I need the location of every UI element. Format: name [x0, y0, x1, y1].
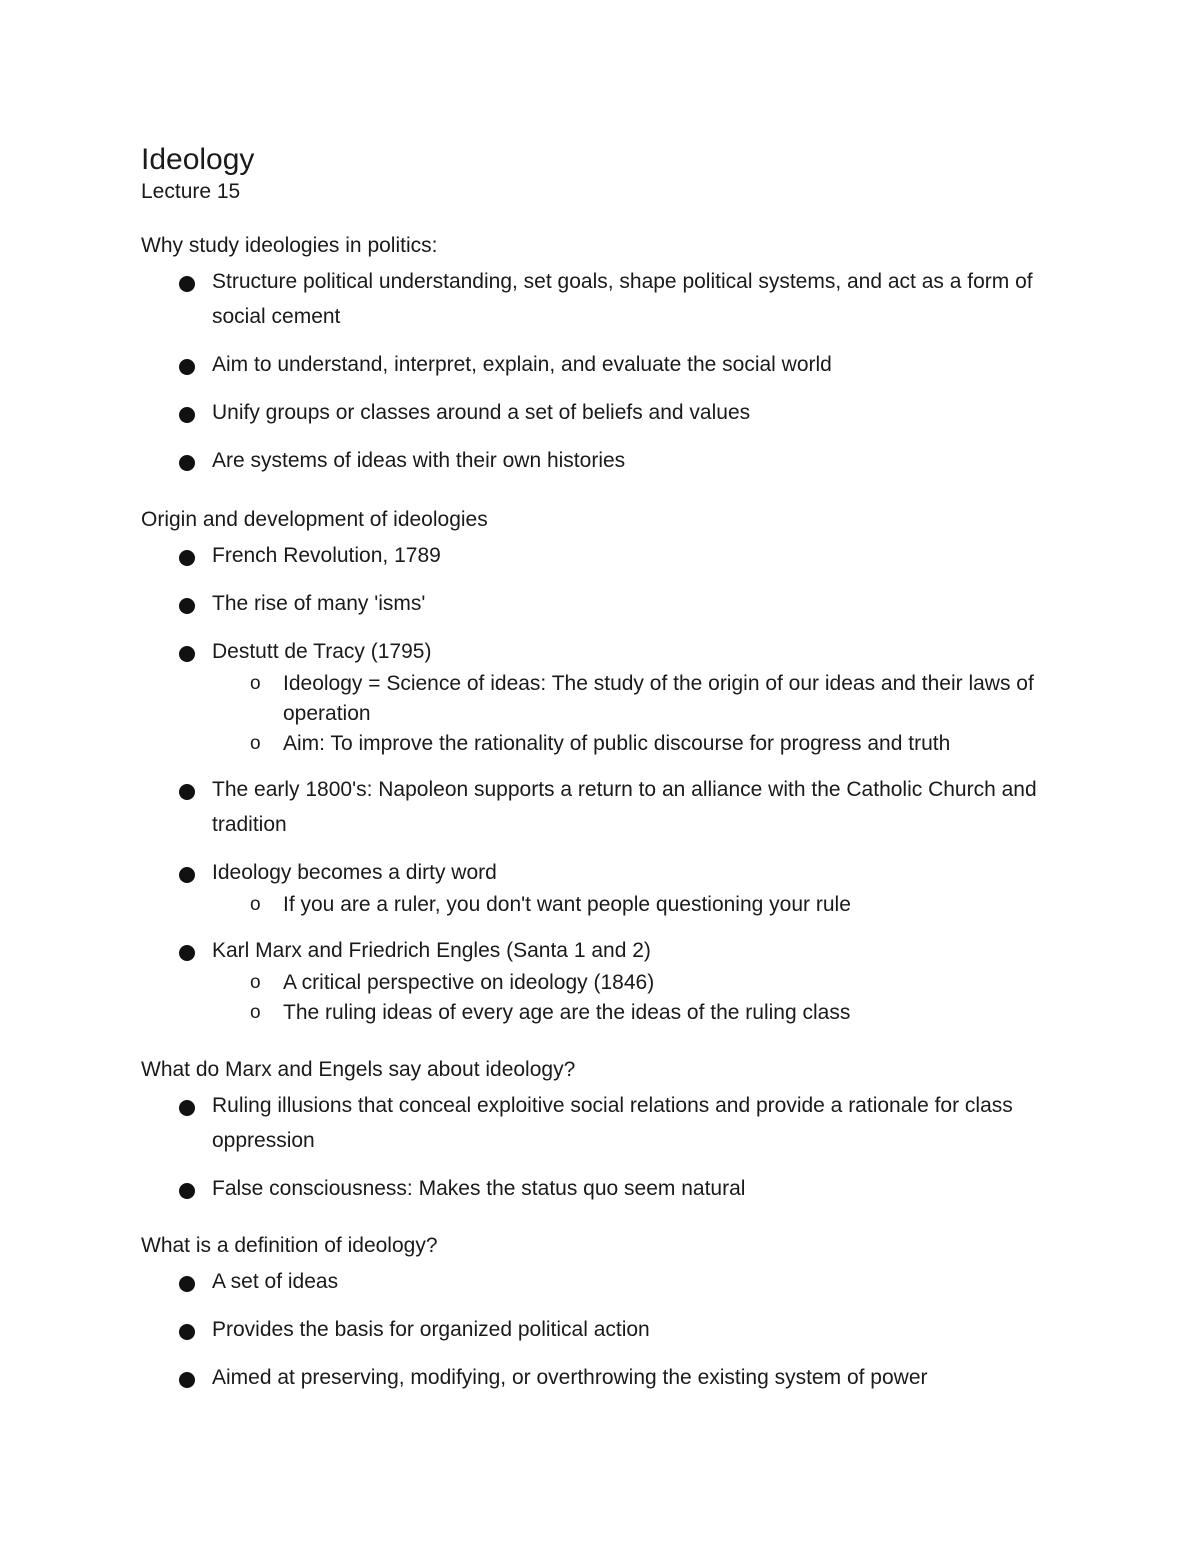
sub-bullet-icon: o — [250, 894, 261, 915]
sub-bullet-icon: o — [250, 733, 261, 754]
list-item — [141, 1360, 1071, 1395]
bullet-list — [141, 264, 1071, 478]
sub-list-item — [141, 669, 1071, 729]
bullet-list — [141, 538, 1071, 1028]
section — [141, 1056, 1071, 1206]
list-item — [141, 772, 1071, 842]
section — [141, 232, 1071, 478]
list-item-text: The early 1800's: Napoleon supports a return to an alliance with the Catholic Church and tradition — [212, 778, 1037, 836]
sub-list — [212, 968, 1071, 1028]
bullet-icon — [179, 1183, 195, 1199]
section — [141, 506, 1071, 1028]
bullet-icon — [179, 276, 195, 292]
list-item-text: Are systems of ideas with their own histories — [212, 449, 626, 472]
sub-list-item — [141, 890, 1071, 920]
list-item-text: Aimed at preserving, modifying, or overthrowing the existing system of power — [212, 1366, 928, 1389]
sub-list — [212, 669, 1071, 759]
bullet-icon — [179, 359, 195, 375]
bullet-list — [141, 1088, 1071, 1206]
list-item-text: Provides the basis for organized political action — [212, 1318, 650, 1341]
list-item-text: Aim to understand, interpret, explain, and evaluate the social world — [212, 353, 832, 376]
bullet-icon — [179, 455, 195, 471]
bullet-icon — [179, 1372, 195, 1388]
sub-list — [212, 890, 1071, 920]
list-item — [141, 538, 1071, 573]
bullet-icon — [179, 945, 195, 961]
sub-list-item-text: The ruling ideas of every age are the ideas of the ruling class — [283, 1001, 851, 1024]
list-item — [141, 347, 1071, 382]
list-item-text: Karl Marx and Friedrich Engles (Santa 1 and 2) — [212, 939, 651, 962]
bullet-icon — [179, 1324, 195, 1340]
document-body — [141, 232, 1071, 1395]
list-item-text: Ruling illusions that conceal exploitive social relations and provide a rationale for class oppression — [212, 1094, 1013, 1152]
bullet-icon — [179, 1276, 195, 1292]
sub-list-item — [141, 729, 1071, 759]
sub-list-item-text: Aim: To improve the rationality of public discourse for progress and truth — [283, 732, 951, 755]
section-heading: Why study ideologies in politics: — [141, 234, 438, 257]
section-heading: What do Marx and Engels say about ideology? — [141, 1058, 576, 1081]
list-item — [141, 1312, 1071, 1347]
section-heading: Origin and development of ideologies — [141, 508, 488, 531]
list-item — [141, 586, 1071, 621]
sub-list-item-text: If you are a ruler, you don't want people questioning your rule — [283, 893, 851, 916]
list-item — [141, 1264, 1071, 1299]
document-page — [141, 142, 1071, 1395]
list-item-text: Unify groups or classes around a set of beliefs and values — [212, 401, 751, 424]
list-item-text: Destutt de Tracy (1795) — [212, 640, 432, 663]
bullet-list — [141, 1264, 1071, 1395]
list-item-text: Structure political understanding, set goals, shape political systems, and act as a form of social cement — [212, 270, 1033, 328]
sub-list-item — [141, 998, 1071, 1028]
list-item — [141, 933, 1071, 1028]
sub-list-item — [141, 968, 1071, 998]
list-item-text: Ideology becomes a dirty word — [212, 861, 497, 884]
list-item — [141, 395, 1071, 430]
document-subtitle: Lecture 15 — [141, 180, 241, 203]
document-title: Ideology — [141, 143, 255, 176]
list-item-text: French Revolution, 1789 — [212, 544, 441, 567]
list-item-text: A set of ideas — [212, 1270, 339, 1293]
bullet-icon — [179, 598, 195, 614]
list-item — [141, 264, 1071, 334]
list-item — [141, 443, 1071, 478]
sub-list-item-text: A critical perspective on ideology (1846) — [283, 971, 655, 994]
section — [141, 1232, 1071, 1395]
sub-bullet-icon: o — [250, 673, 261, 694]
bullet-icon — [179, 784, 195, 800]
section-heading: What is a definition of ideology? — [141, 1234, 438, 1257]
bullet-icon — [179, 1100, 195, 1116]
sub-bullet-icon: o — [250, 1002, 261, 1023]
list-item — [141, 1171, 1071, 1206]
bullet-icon — [179, 646, 195, 662]
bullet-icon — [179, 550, 195, 566]
bullet-icon — [179, 407, 195, 423]
list-item — [141, 1088, 1071, 1158]
list-item — [141, 855, 1071, 920]
list-item — [141, 634, 1071, 759]
list-item-text: The rise of many 'isms' — [212, 592, 426, 615]
sub-bullet-icon: o — [250, 972, 261, 993]
bullet-icon — [179, 867, 195, 883]
sub-list-item-text: Ideology = Science of ideas: The study of the origin of our ideas and their laws of operation — [283, 672, 1034, 725]
list-item-text: False consciousness: Makes the status quo seem natural — [212, 1177, 746, 1200]
